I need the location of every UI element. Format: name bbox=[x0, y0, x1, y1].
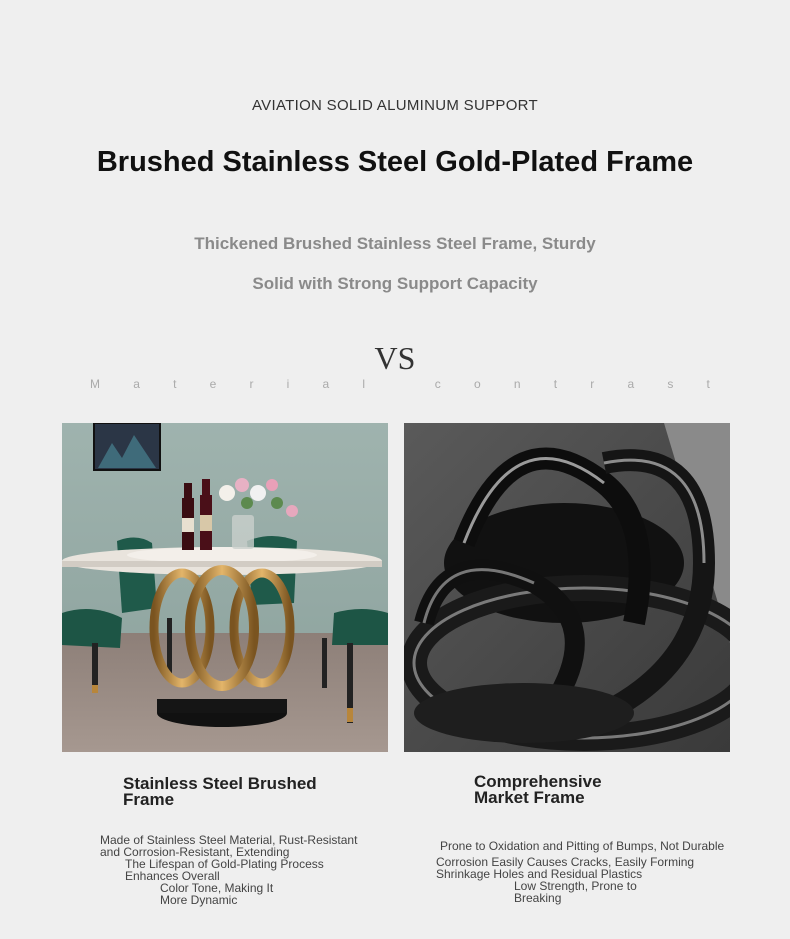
right-desc-line: Low Strength, Prone to bbox=[514, 879, 637, 893]
description-line-1: Thickened Brushed Stainless Steel Frame, Sturdy bbox=[194, 234, 596, 253]
right-product-title bbox=[474, 774, 602, 806]
material-letter: i bbox=[286, 377, 290, 391]
material-letter: t bbox=[553, 377, 558, 391]
left-desc-line: More Dynamic bbox=[160, 893, 238, 907]
right-desc-line: Breaking bbox=[514, 891, 562, 905]
right-desc-line: Prone to Oxidation and Pitting of Bumps, Not Durable bbox=[440, 839, 725, 853]
left-desc-line: and Corrosion-Resistant, Extending bbox=[100, 845, 290, 859]
left-title-line-2: Frame bbox=[123, 790, 175, 809]
material-letter: t bbox=[706, 377, 710, 391]
right-title-line-1: Comprehensive bbox=[474, 772, 602, 791]
left-title-line-1: Stainless Steel Brushed bbox=[123, 774, 317, 793]
eyebrow-text: AVIATION SOLID ALUMINUM SUPPORT bbox=[251, 97, 539, 114]
page-title: Brushed Stainless Steel Gold-Plated Frame bbox=[96, 146, 694, 178]
material-letter: r bbox=[249, 377, 254, 391]
left-product-title bbox=[123, 776, 317, 808]
vs-label: VS bbox=[374, 340, 416, 376]
material-letter: t bbox=[173, 377, 177, 391]
material-letter: e bbox=[209, 377, 217, 391]
left-desc-line: The Lifespan of Gold-Plating Process bbox=[125, 857, 324, 871]
material-letter: a bbox=[627, 377, 635, 391]
right-desc-line: Corrosion Easily Causes Cracks, Easily Forming bbox=[436, 855, 695, 869]
left-desc-line: Color Tone, Making It bbox=[160, 881, 274, 895]
left-product-description bbox=[100, 834, 357, 906]
material-letter: s bbox=[667, 377, 674, 391]
material-letter: a bbox=[133, 377, 140, 391]
right-title-line-2: Market Frame bbox=[474, 788, 585, 807]
description bbox=[0, 224, 790, 304]
left-desc-line: Made of Stainless Steel Material, Rust-Resistant bbox=[100, 833, 358, 847]
material-letter: a bbox=[322, 377, 330, 391]
right-desc-line: Shrinkage Holes and Residual Plastics bbox=[436, 867, 643, 881]
left-desc-line: Enhances Overall bbox=[125, 869, 220, 883]
material-letter: M bbox=[90, 377, 100, 391]
market-frame-photo bbox=[404, 423, 730, 752]
material-contrast-label bbox=[90, 377, 710, 391]
material-letter bbox=[398, 377, 401, 391]
material-letter: c bbox=[434, 377, 441, 391]
material-letter: r bbox=[590, 377, 595, 391]
gold-frame-table-photo bbox=[62, 423, 388, 752]
material-letter: n bbox=[513, 377, 521, 391]
right-product-description bbox=[436, 840, 724, 904]
material-letter: o bbox=[473, 377, 481, 391]
material-letter: l bbox=[362, 377, 366, 391]
description-line-2: Solid with Strong Support Capacity bbox=[252, 274, 538, 293]
